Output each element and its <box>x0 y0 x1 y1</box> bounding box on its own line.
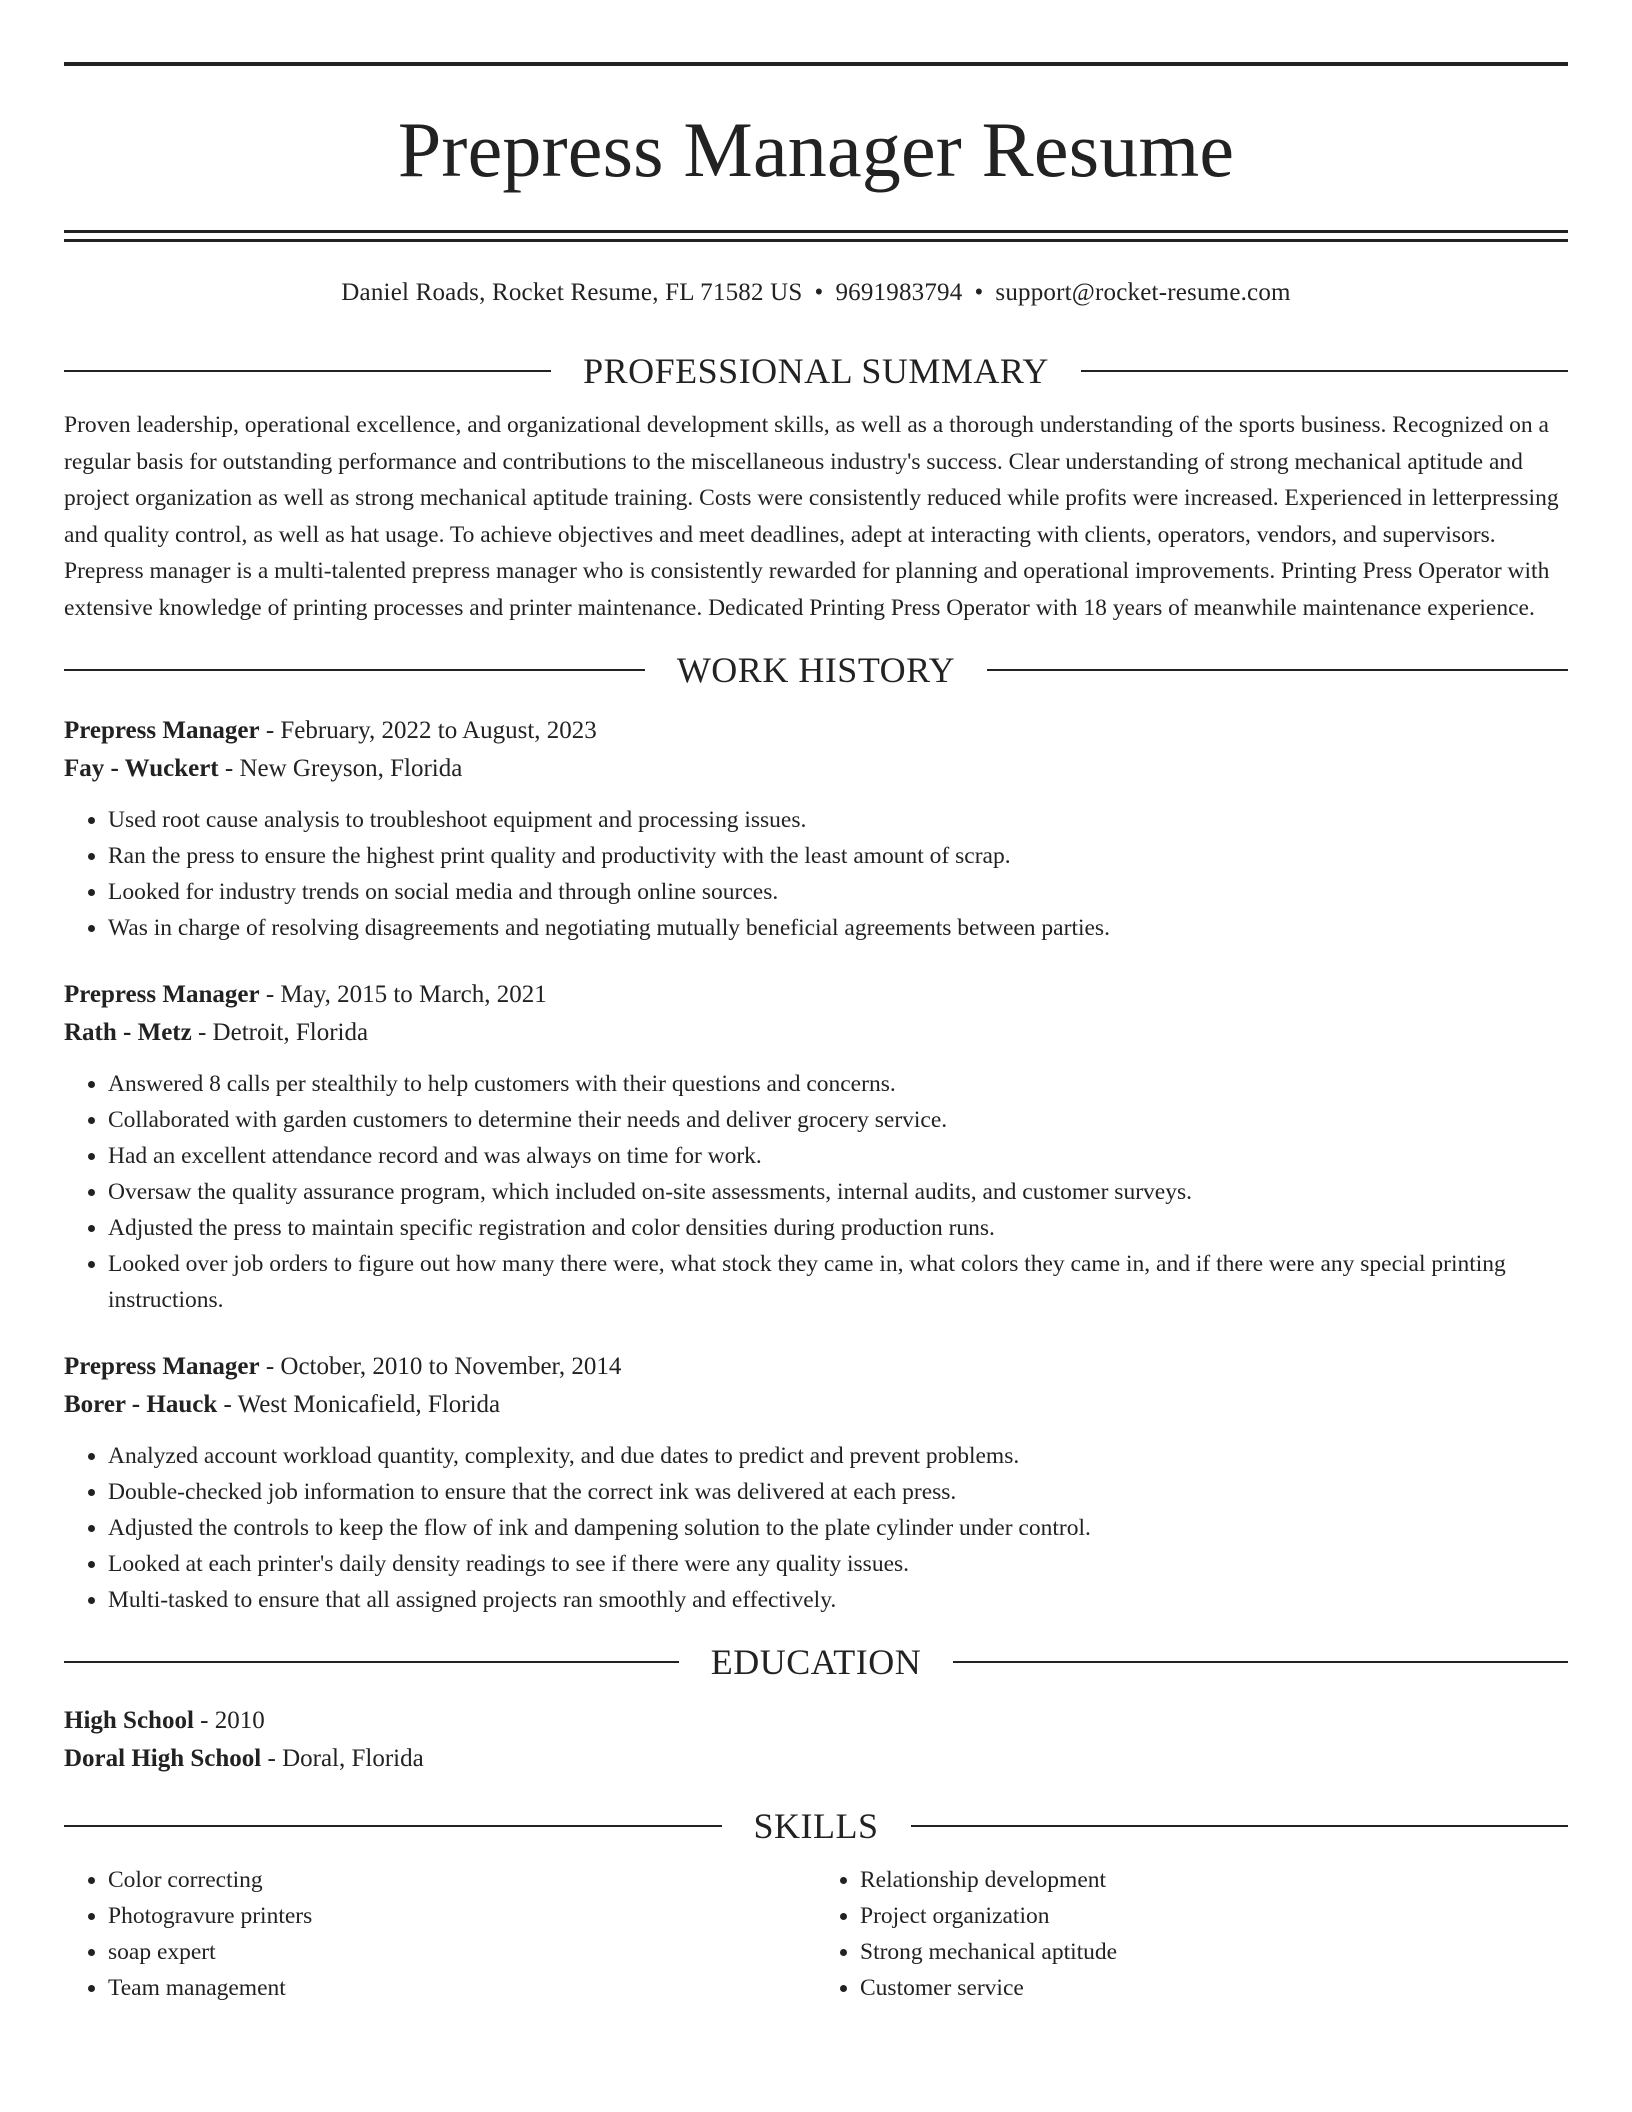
contact-phone: 9691983794 <box>835 279 963 306</box>
job-company-line <box>64 1386 1568 1424</box>
education-entry <box>64 1702 1568 1778</box>
section-header-education <box>64 1640 1568 1684</box>
list-item: • Strong mechanical aptitude <box>860 1934 1568 1970</box>
job-dates: - February, 2022 to August, 2023 <box>259 717 597 744</box>
list-item: • Collaborated with garden customers to determine their needs and deliver grocery service. <box>108 1102 1568 1138</box>
section-rule-right <box>1081 370 1568 372</box>
list-item: • Oversaw the quality assurance program, which included on-site assessments, internal audits, and customer surveys. <box>108 1174 1568 1210</box>
section-rule-right <box>953 1661 1568 1663</box>
list-item: • Adjusted the controls to keep the flow of ink and dampening solution to the plate cylinder under control. <box>108 1510 1568 1546</box>
list-item: • Customer service <box>860 1970 1568 2006</box>
contact-email: support@rocket-resume.com <box>995 279 1291 306</box>
list-item: • Was in charge of resolving disagreements and negotiating mutually beneficial agreements between parties. <box>108 910 1568 946</box>
list-item: • Multi-tasked to ensure that all assigned projects ran smoothly and effectively. <box>108 1582 1568 1618</box>
list-item: • Answered 8 calls per stealthily to help customers with their questions and concerns. <box>108 1066 1568 1102</box>
list-item: • Looked for industry trends on social media and through online sources. <box>108 874 1568 910</box>
summary-paragraph: Proven leadership, operational excellence, and organizational development skills, as well as a thorough understanding of the sports business. Recognized on a regular basis for outstanding performance and contributions to the miscellaneous industry's success. Clear understanding of strong mechanical aptitude and project organization as well as strong mechanical aptitude training. Costs were consistently reduced while profits were increased. Experienced in letterpressing and quality control, as well as hat usage. To achieve objectives and meet deadlines, adept at interacting with clients, operators, vendors, and supervisors. Prepress manager is a multi-talented prepress manager who is consistently rewarded for planning and operational improvements. Printing Press Operator with extensive knowledge of printing processes and printer maintenance. Dedicated Printing Press Operator with 18 years of meanwhile maintenance experience. <box>64 412 1559 621</box>
section-header-summary <box>64 349 1568 393</box>
skills-column-right <box>816 1862 1568 2006</box>
job-dates: - May, 2015 to March, 2021 <box>259 981 547 1008</box>
list-item: • Looked at each printer's daily density readings to see if there were any quality issues. <box>108 1546 1568 1582</box>
section-header-work <box>64 648 1568 692</box>
list-item: • Used root cause analysis to troubleshoot equipment and processing issues. <box>108 802 1568 838</box>
job-title-line <box>64 1348 1568 1386</box>
section-header-skills <box>64 1804 1568 1848</box>
job-entry <box>64 1348 1568 1618</box>
education-year: - 2010 <box>193 1707 265 1734</box>
list-item: • Relationship development <box>860 1862 1568 1898</box>
page-title: Prepress Manager Resume <box>397 106 1235 193</box>
list-item: • soap expert <box>108 1934 816 1970</box>
education-school: Doral High School <box>64 1745 262 1772</box>
job-company-line <box>64 750 1568 788</box>
title-double-rule <box>64 230 1568 242</box>
job-dates: - October, 2010 to November, 2014 <box>259 1353 622 1380</box>
section-title-education: EDUCATION <box>710 1642 922 1682</box>
job-company: Fay - Wuckert <box>64 755 219 782</box>
skills-grid <box>64 1862 1568 2006</box>
education-school-line <box>64 1740 1568 1778</box>
job-title-line <box>64 712 1568 750</box>
section-rule-right <box>911 1825 1569 1827</box>
list-item: • Looked over job orders to figure out how many there were, what stock they came in, what colors they came in, and if there were any special printing instructions. <box>108 1246 1568 1318</box>
section-title-work: WORK HISTORY <box>676 650 956 690</box>
section-rule-left <box>64 370 551 372</box>
list-item: • Double-checked job information to ensure that the correct ink was delivered at each press. <box>108 1474 1568 1510</box>
section-rule-left <box>64 1661 679 1663</box>
job-title: Prepress Manager <box>64 981 260 1008</box>
job-location: - West Monicafield, Florida <box>217 1391 501 1418</box>
list-item: • Project organization <box>860 1898 1568 1934</box>
job-title: Prepress Manager <box>64 1353 260 1380</box>
job-location: - Detroit, Florida <box>191 1019 369 1046</box>
job-company-line <box>64 1014 1568 1052</box>
job-company: Borer - Hauck <box>64 1391 218 1418</box>
contact-separator: • <box>974 279 984 306</box>
job-title: Prepress Manager <box>64 717 260 744</box>
list-item: • Had an excellent attendance record and was always on time for work. <box>108 1138 1568 1174</box>
list-item: • Color correcting <box>108 1862 816 1898</box>
contact-line <box>64 277 1568 309</box>
section-title-skills: SKILLS <box>753 1806 879 1846</box>
contact-separator: • <box>814 279 824 306</box>
section-rule-left <box>64 1825 722 1827</box>
list-item: • Adjusted the press to maintain specific registration and color densities during production runs. <box>108 1210 1568 1246</box>
job-company: Rath - Metz <box>64 1019 192 1046</box>
job-duties <box>64 1438 1568 1618</box>
job-location: - New Greyson, Florida <box>218 755 463 782</box>
list-item: • Analyzed account workload quantity, complexity, and due dates to predict and prevent problems. <box>108 1438 1568 1474</box>
resume-page <box>64 0 1568 2006</box>
job-duties <box>64 1066 1568 1318</box>
education-location: - Doral, Florida <box>261 1745 424 1772</box>
job-title-line <box>64 976 1568 1014</box>
section-rule-left <box>64 669 645 671</box>
section-title-summary: PROFESSIONAL SUMMARY <box>583 351 1049 391</box>
contact-address: Daniel Roads, Rocket Resume, FL 71582 US <box>341 279 803 306</box>
job-entry <box>64 976 1568 1318</box>
list-item: • Ran the press to ensure the highest print quality and productivity with the least amount of scrap. <box>108 838 1568 874</box>
education-degree: High School <box>64 1707 194 1734</box>
job-duties <box>64 802 1568 946</box>
work-history-list <box>64 712 1568 1618</box>
list-item: • Team management <box>108 1970 816 2006</box>
section-rule-right <box>987 669 1568 671</box>
skills-column-left <box>64 1862 816 2006</box>
job-entry <box>64 712 1568 946</box>
list-item: • Photogravure printers <box>108 1898 816 1934</box>
education-degree-line <box>64 1702 1568 1740</box>
